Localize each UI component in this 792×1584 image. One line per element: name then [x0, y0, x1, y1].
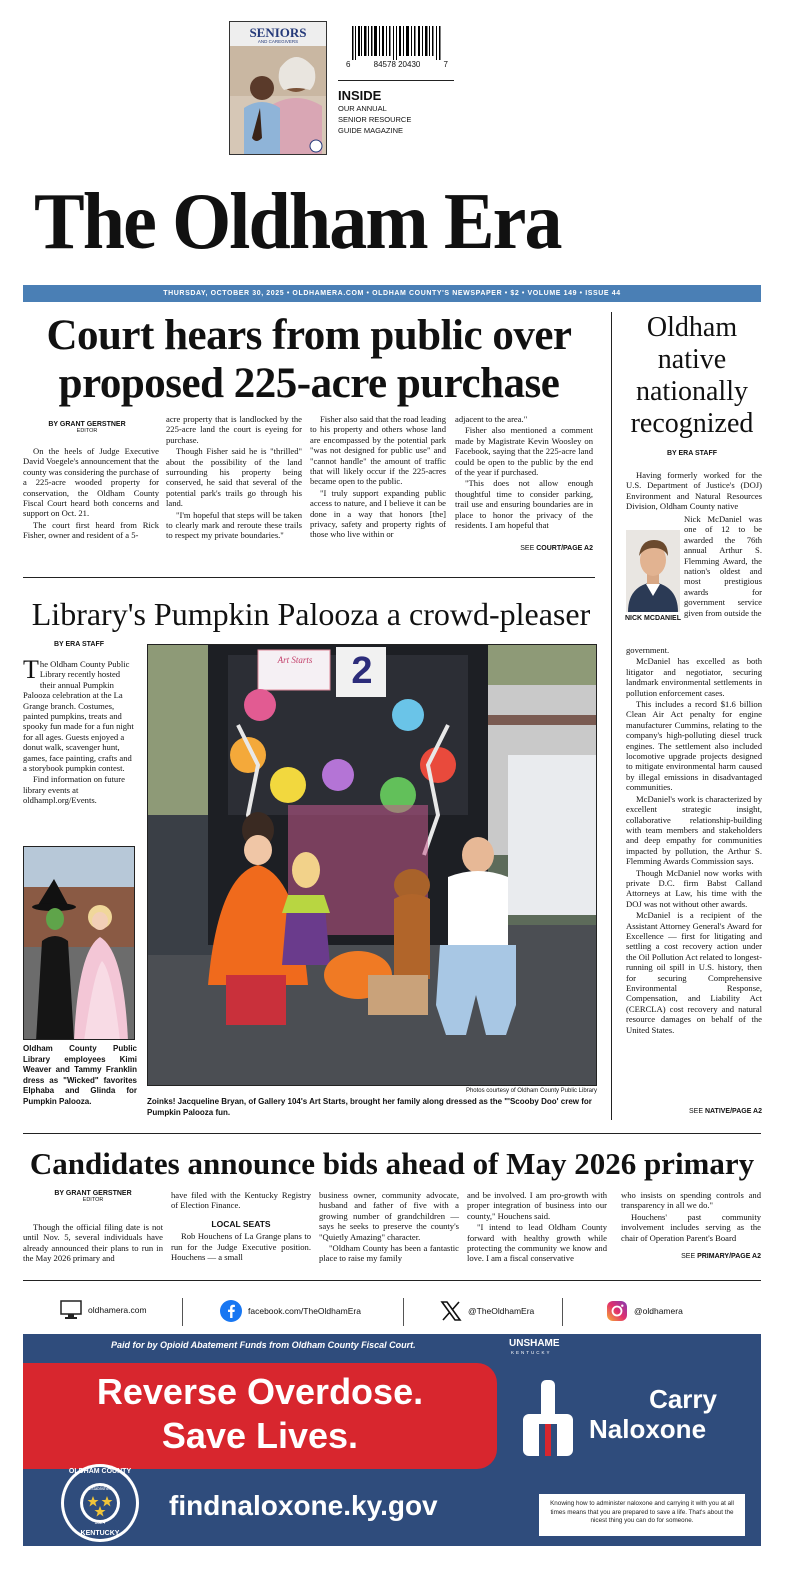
- court-col-1: [23, 446, 159, 542]
- candidates-paragraph: who insists on spending controls and transparency in all we do.": [621, 1190, 761, 1211]
- court-paragraph: adjacent to the area.": [455, 414, 528, 424]
- wicked-caption: Oldham County Public Library employees Kimi Weaver and Tammy Franklin dress as "Wicked" favorites Elphaba and Glinda for Pumpkin Palooza.: [23, 1044, 137, 1106]
- candidates-jump[interactable]: [621, 1253, 761, 1260]
- naloxone-ad[interactable]: [23, 1334, 761, 1546]
- candidates-paragraph: "I intend to lead Oldham County forward with healthy growth while protecting the community we know and love. I am a fiscal conservative: [467, 1222, 607, 1264]
- seal-bottom: KENTUCKY: [80, 1530, 120, 1537]
- court-paragraph: Fisher also mentioned a comment made by Magistrate Kevin Woosley on Facebook, saying that the 225-acre land could be open to the public by the end of the year if purchased.: [455, 425, 593, 478]
- see-label: SEE: [681, 1253, 698, 1260]
- ad-brand-sub: KENTUCKY: [511, 1350, 552, 1355]
- court-headline[interactable]: Court hears from public over proposed 225-acre purchase: [46, 312, 572, 407]
- barcode: [346, 26, 454, 70]
- social-instagram[interactable]: [606, 1300, 683, 1322]
- candidates-col-4: [467, 1190, 607, 1265]
- library-paragraph: he Oldham County Public Library recently hosted their annual Pumpkin Palooza celebration at the La Grange branch. Costumes, painted pumpkins, treats and spooky fun made for a fun night for all ages. Guests enjoyed a donut walk, scavenger hunt, games, face painting, crafts and a storybook pumpkin contest.: [23, 659, 134, 774]
- candidates-paragraph: have filed with the Kentucky Registry of Election Finance.: [171, 1190, 311, 1211]
- candidates-paragraph: Though the official filing date is not until Nov. 5, several individuals have already announced their plans to run in the May 2026 primary and: [23, 1222, 163, 1264]
- inside-promo[interactable]: [338, 88, 458, 136]
- ad-carry: Carry: [649, 1384, 717, 1414]
- candidates-jump-ref: PRIMARY/PAGE A2: [697, 1253, 761, 1260]
- ad-headline-1: Reverse Overdose.: [96, 1371, 424, 1412]
- barcode-bars: [346, 26, 446, 60]
- inside-line: OUR ANNUAL: [338, 104, 387, 113]
- candidates-paragraph: business owner, community advocate, husband and father of five with a growing number of grandchildren — says he seeks to preserve the county's "Quietly Amazing" character.: [319, 1190, 459, 1242]
- ad-url[interactable]: findnaloxone.ky.gov: [169, 1490, 438, 1521]
- wicked-photo[interactable]: [23, 846, 135, 1040]
- inside-heading: INSIDE: [338, 88, 382, 103]
- court-paragraph: Though Fisher said he is "thrilled" about the possibility of the land surrounding his property being conserved, he said that several of the potential park's trails go through his land.: [166, 446, 302, 509]
- court-paragraph: The court first heard from Rick Fisher, owner and resident of a 5-: [23, 519, 159, 541]
- court-paragraph: Fisher also said that the road leading to his property and others whose land are encompassed by the potential park "was not designed for public use" and "cannot handle" the amount of traffic that will likely occur if the 225-acres became open to the public.: [310, 414, 447, 487]
- native-paragraph: This includes a record $1.6 billion Clean Air Act penalty for engine manufacturer Cummins, relating to the company's high-polluting diesel truck engines. The settlement also included locomotive upgrade projects designed to mitigate environmental harm caused by illegal emissions in disadvantaged communities.: [626, 699, 762, 793]
- social-label: oldhamera.com: [88, 1305, 147, 1315]
- candidates-col-1: [23, 1222, 163, 1265]
- library-byline: BY ERA STAFF: [53, 641, 105, 648]
- court-paragraph: On the heels of Judge Executive David Voegele's announcement that the county was considering the purchase of a 225-acre wooded property for conservation, the Oldham County Fiscal Court heard both concerns and support on Oct. 21.: [23, 446, 159, 519]
- social-facebook[interactable]: [220, 1300, 361, 1322]
- court-col-4: [455, 414, 593, 531]
- social-label: @oldhamera: [634, 1306, 683, 1316]
- candidates-headline[interactable]: Candidates announce bids ahead of May 2026 primary: [29, 1146, 755, 1181]
- court-paragraph: "This does not allow enough thoughtful time to consider parking, trail use and ensuring boundaries are in place to honor the privacy of the residents. I am hopeful that: [455, 478, 593, 531]
- court-paragraph: "I'm hopeful that steps will be taken to clearly mark and reroute these trails to respect my private boundaries.": [166, 509, 302, 541]
- dateline: THURSDAY, OCTOBER 30, 2025 • OLDHAMERA.COM • OLDHAM COUNTY'S NEWSPAPER • $2 • VOLUME 149 • ISSUE 44: [163, 290, 621, 297]
- court-jump[interactable]: [455, 545, 593, 552]
- native-jump[interactable]: [626, 1108, 762, 1115]
- court-col-2: [166, 414, 302, 542]
- instagram-icon: [606, 1300, 628, 1322]
- candidates-byline-role: EDITOR: [82, 1197, 104, 1203]
- local-seats-subhead: LOCAL SEATS: [211, 1218, 271, 1229]
- social-x[interactable]: [440, 1300, 534, 1322]
- candidates-paragraph: Houchens' past community involvement includes serving as the chair of Operation Parent's Board: [621, 1211, 761, 1243]
- magazine-subtitle: AND CAREGIVERS: [257, 39, 299, 44]
- candidates-col-5: [621, 1190, 761, 1244]
- library-paragraph: Find information on future library events at oldhampl.org/Events.: [23, 774, 125, 806]
- magazine-photo: [230, 46, 327, 155]
- court-paragraph: acre property that is landlocked by the 225-acre land the court is eyeing for purchase.: [166, 414, 302, 445]
- trunk-image: [148, 645, 597, 1086]
- native-paragraph: McDaniel is a recipient of the Assistant Attorney General's Award for Excellence — first for litigating and settling a cost recovery action under the Oil Pollution Act related to longest-running oil spill in U.S. history, then for securing Comprehensive Environmental Response, Compensation, and Liability Act (CERCLA) cost recovery and natural resource damages on behalf of the United States.: [626, 910, 762, 1035]
- candidates-byline: BY GRANT GERSTNER: [54, 1190, 132, 1197]
- magazine-title: SENIORS: [249, 25, 307, 40]
- barcode-digit-right: 7: [443, 60, 448, 69]
- native-paragraph: McDaniel has excelled as both litigator and negotiator, securing landmark environmental settlements in pollution enforcement cases.: [626, 656, 762, 698]
- facebook-icon: [220, 1300, 242, 1322]
- x-icon: [440, 1300, 462, 1322]
- ad-paid-for: Paid for by Opioid Abatement Funds from Oldham County Fiscal Court.: [111, 1340, 416, 1350]
- ad-headline-2: Save Lives.: [161, 1415, 359, 1456]
- photo-caption-nick: NICK MCDANIEL: [625, 615, 681, 622]
- dropcap: T: [23, 655, 39, 684]
- court-jump-ref: COURT/PAGE A2: [536, 545, 593, 552]
- native-wrap: Nick McDaniel was one of 12 to be awarded the 76th annual Arthur S. Flemming Award, the nation's oldest and most prestigious awards for government service given from outside the: [684, 514, 762, 618]
- computer-icon: [60, 1300, 82, 1320]
- wicked-image: [24, 847, 135, 1040]
- social-website[interactable]: [60, 1300, 147, 1320]
- barcode-digits: 84578 20430: [373, 60, 421, 69]
- portrait-image: [626, 530, 680, 612]
- native-lead: Having formerly worked for the U.S. Department of Justice's (DOJ) Environment and Natural Resources Division, Oldham County native: [626, 470, 762, 512]
- social-label: @TheOldhamEra: [468, 1306, 535, 1316]
- naloxone-spray-icon: [517, 1378, 579, 1458]
- seal-top: OLDHAM COUNTY: [68, 1468, 132, 1475]
- ad-note: Knowing how to administer naloxone and carrying it with you at all times means that you are prepared to save a life. That's about the nicest thing you can do for someone.: [539, 1494, 745, 1536]
- native-paragraph: Though McDaniel now works with private D.C. firm Babst Calland Attorneys at Law, his time with the DOJ was not without other awards.: [626, 867, 762, 909]
- sign-text: Art Starts: [277, 655, 313, 665]
- see-label: SEE: [520, 545, 537, 552]
- magazine-cover[interactable]: [229, 21, 327, 155]
- seal-year: 1824: [94, 1520, 106, 1526]
- trunk-or-treat-photo[interactable]: [147, 644, 597, 1086]
- dateline-band: [23, 285, 761, 302]
- barcode-digit-left: 6: [346, 60, 351, 69]
- court-col-3: [310, 414, 446, 541]
- nick-mcdaniel-photo[interactable]: [626, 530, 680, 612]
- candidates-paragraph: Rob Houchens of La Grange plans to run for the Judge Executive position. Houchens — a small: [171, 1231, 311, 1263]
- ad-brand: UNSHAME: [509, 1338, 560, 1349]
- native-headline[interactable]: Oldham native nationally recognized: [630, 312, 754, 439]
- see-label: SEE: [689, 1108, 705, 1115]
- candidates-paragraph: "Oldham County has been a fantastic place to raise my family: [319, 1243, 459, 1264]
- court-byline: BY GRANT GERSTNER: [48, 421, 126, 428]
- paper-name[interactable]: The Oldham Era: [34, 178, 561, 266]
- candidates-col-2: [171, 1190, 311, 1263]
- candidates-paragraph: and be involved. I am pro-growth with proper integration of business into our county," Houchens said.: [467, 1190, 607, 1221]
- court-paragraph: "I truly support expanding public access to nature, and I believe it can be done in a way that honors [the] privacy, safety and property rights of those who live within or: [310, 487, 446, 540]
- inside-line: GUIDE MAGAZINE: [338, 126, 404, 135]
- photo-credit: Photos courtesy of Oldham County Public Library: [465, 1088, 597, 1094]
- inside-line: SENIOR RESOURCE: [338, 115, 412, 124]
- library-headline[interactable]: Library's Pumpkin Palooza a crowd-pleaser: [31, 596, 591, 632]
- native-body: [626, 645, 762, 1036]
- sign-number: 2: [351, 650, 373, 692]
- native-paragraph: McDaniel's work is characterized by excellent strategic insight, collaborative relationship-building with team members and stakeholders and deep empathy for communities impacted by pollution, the Arthur S. Flemming Awards Commission says.: [626, 793, 762, 867]
- native-jump-ref: NATIVE/PAGE A2: [704, 1108, 762, 1115]
- candidates-col-3: [319, 1190, 459, 1265]
- native-paragraph: government.: [626, 645, 670, 655]
- seal-established: Established: [88, 1486, 112, 1491]
- library-body: [23, 655, 135, 807]
- social-label: facebook.com/TheOldhamEra: [248, 1306, 361, 1316]
- native-byline: BY ERA STAFF: [666, 450, 718, 457]
- ad-naloxone: Naloxone: [589, 1414, 707, 1444]
- court-byline-role: EDITOR: [76, 428, 98, 434]
- main-photo-caption: Zoinks! Jacqueline Bryan, of Gallery 104's Art Starts, brought her family along dressed as the "'Scooby Doo' crew for Pumpkin Palooza fun.: [147, 1097, 592, 1117]
